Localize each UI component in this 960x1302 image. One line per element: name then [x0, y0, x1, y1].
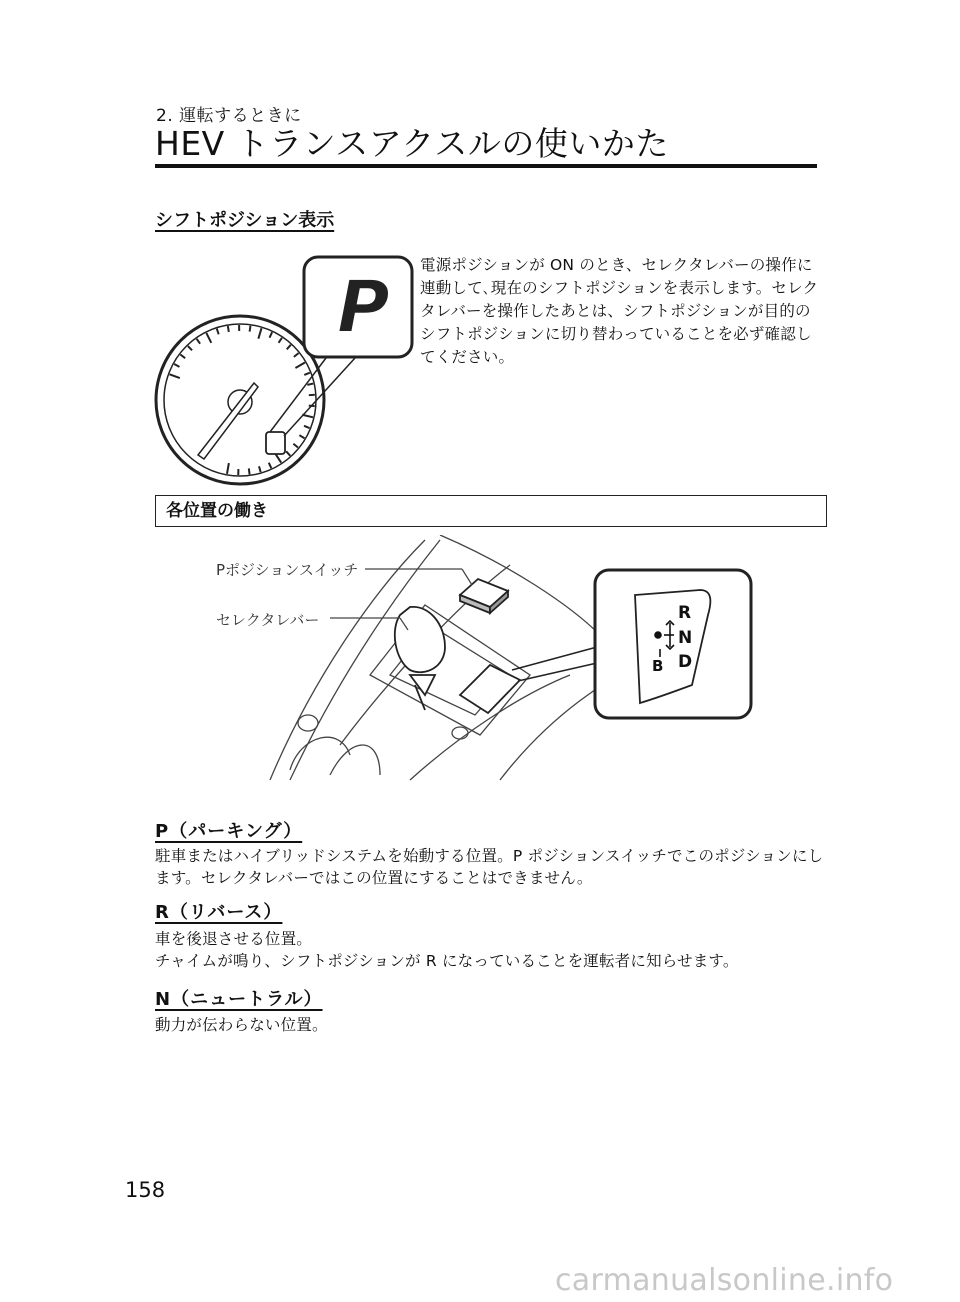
reverse-title: R（リバース） [155, 902, 283, 923]
gauge-tick [174, 364, 179, 367]
selector-lever-callout: セレクタレバー [216, 611, 320, 629]
reverse-description-2: チャイムが鳴り、シフトポジションが R になっていることを運転者に知らせます。 [155, 952, 739, 970]
gauge-tick [197, 339, 200, 344]
gauge-tick [287, 345, 291, 349]
gauge-tick [270, 332, 273, 337]
positions-heading: 各位置の働き [155, 495, 827, 527]
gauge-tick [227, 463, 229, 474]
shift-display-letter: P [337, 265, 390, 349]
page-number: 158 [125, 1178, 166, 1202]
gate-label-n: N [678, 628, 693, 648]
shift-display-heading: シフトポジション表示 [155, 210, 335, 231]
cupholder-left [290, 737, 350, 770]
gauge-tick [299, 435, 304, 438]
shift-display-description: 電源ポジションが ON のとき、セレクタレバーの操作に連動して､現在のシフトポジションを表示します。セレクタレバーを操作したあとは、シフトポジションが目的のシフトポジションに切り替わっていることを必ず確認してください。 [420, 256, 819, 366]
reverse-description-1: 車を後退させる位置。 [155, 930, 313, 948]
title-rule [155, 164, 817, 168]
gauge-tick [304, 426, 310, 428]
gauge-tick [279, 338, 282, 343]
gauge-tick [307, 384, 313, 385]
gauge-needle [198, 383, 258, 459]
gauge-tick [228, 326, 229, 332]
neutral-description: 動力が伝わらない位置。 [155, 1016, 328, 1034]
park-title: P（パーキング） [155, 821, 303, 842]
gauge-tick [206, 333, 211, 343]
gauge-tick [286, 451, 290, 455]
gauge-tick [250, 326, 251, 332]
gate-label-d: D [678, 652, 693, 672]
gate-label-r: R [678, 603, 692, 623]
gauge-tick [293, 444, 298, 448]
park-description: 駐車またはハイブリッドシステムを始動する位置。P ポジションスイッチでこのポジションにします。セレクタレバーではこの位置にすることはできません。 [155, 847, 824, 887]
gauge-tick [259, 466, 261, 472]
gauge-tick [258, 328, 261, 339]
console-outline-3 [440, 535, 600, 635]
gauge-tick [217, 329, 219, 335]
page-title: HEV トランスアクスルの使いかた [155, 124, 669, 163]
p-switch [460, 579, 508, 613]
p-switch-callout: Pポジションスイッチ [216, 561, 359, 579]
gauge-tick [180, 355, 185, 359]
gauge-tick [188, 346, 192, 350]
gauge-tick [170, 374, 180, 378]
gate-label-b: B [652, 657, 664, 675]
cupholder-right [330, 745, 380, 775]
watermark: carmanualsonline.info [555, 1263, 894, 1298]
speedometer-illustration [150, 240, 415, 500]
knob-right [452, 727, 468, 739]
knob-left [298, 715, 318, 731]
gauge-tick [304, 373, 310, 375]
gate-plate [460, 665, 520, 713]
callout-line-p-2 [462, 569, 472, 585]
gauge-tick [295, 363, 305, 369]
neutral-title: N（ニュートラル） [155, 989, 323, 1010]
chapter-label: 2. 運転するときに [156, 106, 302, 126]
gauge-tick [294, 353, 299, 357]
gauge-tick [249, 468, 250, 474]
gauge-tick [269, 463, 272, 468]
shift-indicator-window [266, 432, 285, 454]
